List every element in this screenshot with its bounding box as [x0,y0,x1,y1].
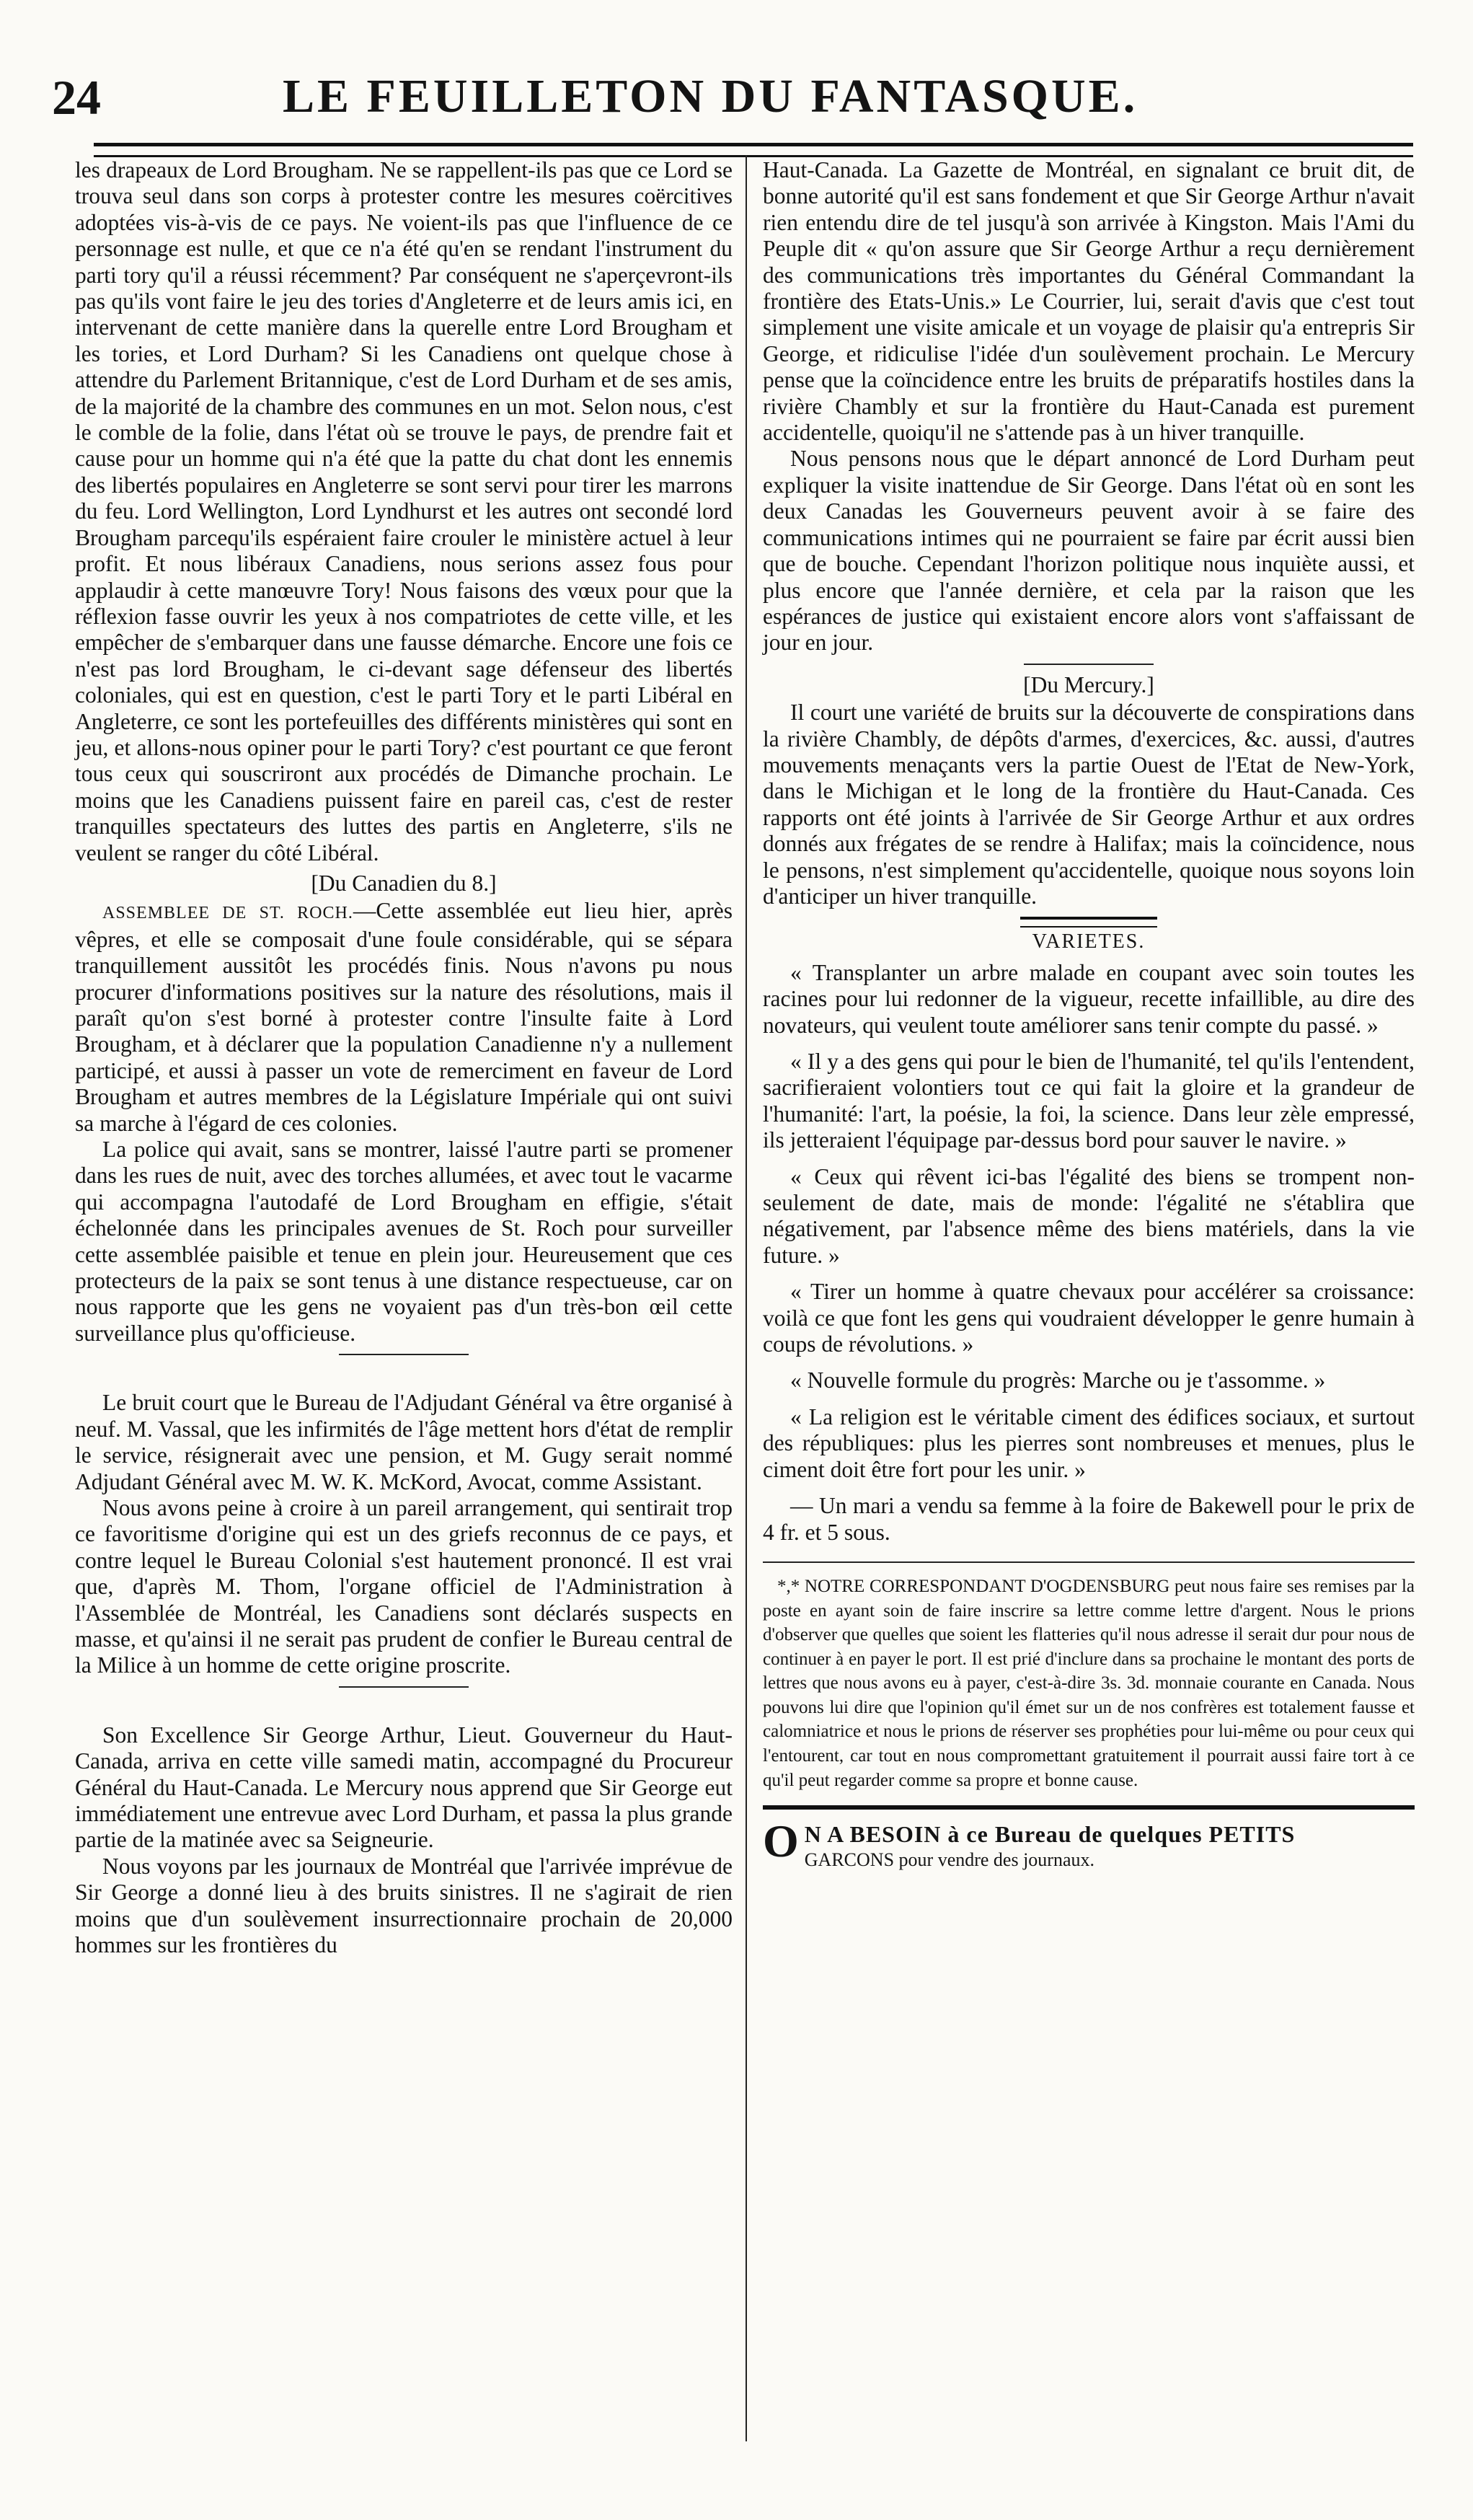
column-divider [746,155,747,2441]
left-column [75,157,733,1958]
ad-subtext: GARCONS pour vendre des journaux. [804,1849,1095,1871]
quote: « Il y a des gens qui pour le bien de l'humanité, tel qu'ils l'entendent, sacrifieraient volontiers tout ce qui fait la gloire et la grandeur de l'humanité: l'art, la poésie, la foi, la science. Dans leur zèle empressé, ils jetteraient l'équipage par-dessus bord pour sauver le navire. » [763,1049,1415,1153]
masthead [52,69,1422,127]
varietes-heading: VARIETES. [1032,930,1146,953]
quote: — Un mari a vendu sa femme à la foire de Bakewell pour le prix de 4 fr. et 5 sous. [763,1493,1415,1545]
section-divider [339,1354,469,1355]
article-paragraph: Nous pensons nous que le départ annoncé de Lord Durham peut expliquer la visite inattendue de Sir George. Dans l'état où en sont les deux Canadas les Gouverneurs peuvent avoir à se faire des communications intimes qui ne pourraient se faire par écrit aussi bien que de bouche. Cependant l'horizon politique nous inquiète aussi, et plus encore que l'année dernière, et cela par la raison que les espérances de justice qui existaient encore alors vont s'affaissant de jour en jour. [763,446,1415,656]
article-paragraph: Nous avons peine à croire à un pareil arrangement, qui sentirait trop ce favoritisme d'origine qui est un des griefs reconnus de ce pays, et contre lequel le Bureau Colonial s'est hautement prononcé. Il est vrai que, d'après M. Thom, l'organe officiel de l'Administration à l'Assemblée de Montréal, les Canadiens sont déclarés suspects en masse, et qu'ainsi il ne serait pas prudent de confier le Bureau central de la Milice à un homme de cette origine proscrite. [75,1494,733,1678]
section-divider [1020,917,1157,928]
advert-rule [763,1805,1415,1810]
section-divider [339,1686,469,1688]
section-divider [1024,664,1154,665]
advertisement [763,1815,1415,1873]
page-number: 24 [52,70,101,125]
section-lead: ASSEMBLEE DE ST. ROCH. [102,904,353,923]
quote: « Nouvelle formule du progrès: Marche ou je t'assomme. » [790,1367,1326,1393]
source-citation: [Du Mercury.] [1023,671,1154,697]
notice-text: *,* NOTRE CORRESPONDANT D'OGDENSBURG peut nous faire ses remises par la poste en ayant soin de faire inscrire sa lettre comme lettre d'argent. Nous le prions d'observer que quelles que soient les flatteries qu'il nous adresse il serait dur pour nous de continuer à en payer le port. Il est prié d'inclure dans sa prochaine le montant des ports de lettres que nous avons eu à payer, c'est-à-dire 3s. 3d. monnaie courante en Canada. Nous pouvons lui dire que l'opinion qu'il émet sur un de nos confrères est totalement fausse et calomniatrice et nous le prions de réserver ses prophéties pour lui-même ou pour ceux qui l'entourent, car tout en nous compromettant gratuitement il pourrait aussi faire tort à ce qu'il peut regarder comme sa propre et bonne cause. [763,1576,1415,1790]
ad-dropcap: O [763,1815,799,1867]
correspondent-notice [763,1561,1415,1792]
paragraph-text: —Cette assemblée eut lieu hier, après vêpres, et elle se composait d'une foule considérable, qui se sépara tranquillement aussitôt les procédés finis. Nous n'avons pu nous procurer d'informations positives sur la nature des résolutions, mais il paraît qu'on s'est borné à protester contre l'insulte faite à Lord Brougham, et à déclarer que la population Canadienne n'y a nullement participé, et aussi à passer un vote de remerciment en faveur de Lord Brougham et autres membres de la Législature Impériale qui ont suivi sa marche à l'égard de ces colonies. [75,898,733,1136]
quote: « La religion est le véritable ciment des édifices sociaux, et surtout des républiques: plus les pierres sont nombreuses et menues, plus le ciment doit être fort pour les unir. » [763,1404,1415,1482]
article-paragraph: Le bruit court que le Bureau de l'Adjudant Général va être organisé à neuf. M. Vassal, que les infirmités de l'âge mettent hors d'état de remplir le service, résignerait avec une pension, et M. Gugy serait nommé Adjudant Général avec M. W. K. McKord, Avocat, comme Assistant. [75,1390,733,1494]
article-paragraph: Nous voyons par les journaux de Montréal que l'arrivée imprévue de Sir George a donné lieu à des bruits sinistres. Il ne s'agirait de rien moins que d'un soulèvement insurrectionnaire prochain de 20,000 hommes sur les frontières du [75,1853,733,1957]
article-paragraph [75,898,733,1137]
header-rule [94,143,1413,157]
quote: « Transplanter un arbre malade en coupant avec soin toutes les racines pour lui redonner de la vigueur, recette infaillible, au dire des novateurs, qui veulent toute améliorer sans tenir compte du passé. » [763,959,1415,1038]
quote: « Ceux qui rêvent ici-bas l'égalité des biens se trompent non-seulement de date, mais de monde: l'égalité ne s'établira que négativement, par l'absence même des biens matériels, dans la vie future. » [763,1163,1415,1268]
article-paragraph: Son Excellence Sir George Arthur, Lieut. Gouverneur du Haut-Canada, arriva en cette ville samedi matin, accompagné du Procureur Général du Haut-Canada. Le Mercury nous apprend que Sir George eut immédiatement une entrevue avec Lord Durham, et passa la plus grande partie de la matinée avec sa Seigneurie. [75,1722,733,1853]
article-paragraph: La police qui avait, sans se montrer, laissé l'autre parti se promener dans les rues de nuit, avec des torches allumées, et avec tout le vacarme qui accompagna l'autodafé de Lord Brougham en effigie, s'était échelonnée dans les principales avenues de St. Roch pour surveiller cette assemblée paisible et tenue en plein jour. Heureusement que ces protecteurs de la paix se sont tenus à une distance respectueuse, car on nous rapporte que les gens ne voyaient pas d'un très-bon œil cette surveillance plus qu'officieuse. [75,1137,733,1346]
right-column [763,157,1415,1873]
running-title: LE FEUILLETON DU FANTASQUE. [283,70,1138,123]
article-paragraph: Haut-Canada. La Gazette de Montréal, en signalant ce bruit dit, de bonne autorité qu'il est sans fondement et que Sir George Arthur n'avait rien entendu dire de tel jusqu'à son arrivée à Kingston. Mais l'Ami du Peuple dit « qu'on assure que Sir George Arthur a reçu dernièrement des communications très importantes du Général Commandant la frontière des Etats-Unis.» Le Courrier, lui, serait d'avis que c'est tout simplement une visite amicale et un voyage de plaisir qu'a entrepris Sir George, et ridiculise l'idée d'un soulèvement prochain. Le Mercury pense que la coïncidence entre les bruits de préparatifs hostiles dans la rivière Chambly et sur la frontière du Haut-Canada est purement accidentelle, quoiqu'il ne s'attende pas à un hiver tranquille. [763,157,1415,446]
source-citation: [Du Canadien du 8.] [311,870,497,896]
article-paragraph: Il court une variété de bruits sur la découverte de conspirations dans la rivière Chambly, de dépôts d'armes, d'exercices, &c. aussi, d'autres mouvements menaçants vers la partie Ouest de l'Etat de New-York, dans le Michigan et le long de la frontière du Haut-Canada. Ces rapports ont été joints à l'arrivée de Sir George Arthur et aux ordres donnés aux frégates de se rendre à Halifax; mais la coïncidence, nous le pensons, n'est simplement qu'accidentelle, quoique nous soyons loin d'anticiper un hiver tranquille. [763,700,1415,909]
quote: « Tirer un homme à quatre chevaux pour accélérer sa croissance: voilà ce que font les gens qui voudraient développer le genre humain à coups de révolutions. » [763,1279,1415,1357]
ad-text: N A BESOIN à ce Bureau de quelques PETITS [804,1821,1296,1848]
article-paragraph: les drapeaux de Lord Brougham. Ne se rappellent-ils pas que ce Lord se trouva seul dans son corps à protester contre les mesures coërcitives adoptées vis-à-vis de ce pays. Ne voient-ils pas que l'influence de ce personnage est nulle, et que ce n'a été qu'en se rendant l'instrument du parti tory qu'il a réussi récemment? Par conséquent ne s'aperçevront-ils pas qu'ils vont faire le jeu des tories d'Angleterre et de leurs amis ici, en intervenant de cette manière dans la querelle entre Lord Brougham et les tories, et Lord Durham? Si les Canadiens ont quelque chose à attendre du Parlement Britannique, c'est de Lord Durham et de ses amis, de la majorité de la chambre des communes en un mot. Selon nous, c'est le comble de la folie, dans l'état où se trouve le pays, de prendre fait et cause pour un homme qui n'a été que la patte du chat dont les ennemis des libertés populaires en Angleterre se sont servi pour tirer les marrons du feu. Lord Wellington, Lord Lyndhurst et les autres ont secondé lord Brougham parcequ'ils espéraient faire crouler le ministère actuel à leur profit. Et nous libéraux Canadiens, nous serions assez fous pour applaudir à cette manœuvre Tory! Nous faisons des vœux pour que la réflexion fasse ouvrir les yeux à nos compatriotes de cette ville, et les empêcher de s'embarquer dans une fausse démarche. Encore une fois ce n'est pas lord Brougham, le ci-devant sage défenseur des libertés coloniales, qui est en question, c'est le parti Tory et le parti Libéral en Angleterre, ce sont les portefeuilles des différents ministères qui sont en jeu, et allons-nous opiner pour le parti Tory? c'est pourtant ce que feront tous ceux qui souscriront aux procédés de Dimanche prochain. Le moins que les Canadiens puissent faire en pareil cas, c'est de rester tranquilles spectateurs des luttes des partis en Angleterre, s'ils ne veulent se ranger du côté Libéral. [75,157,733,865]
